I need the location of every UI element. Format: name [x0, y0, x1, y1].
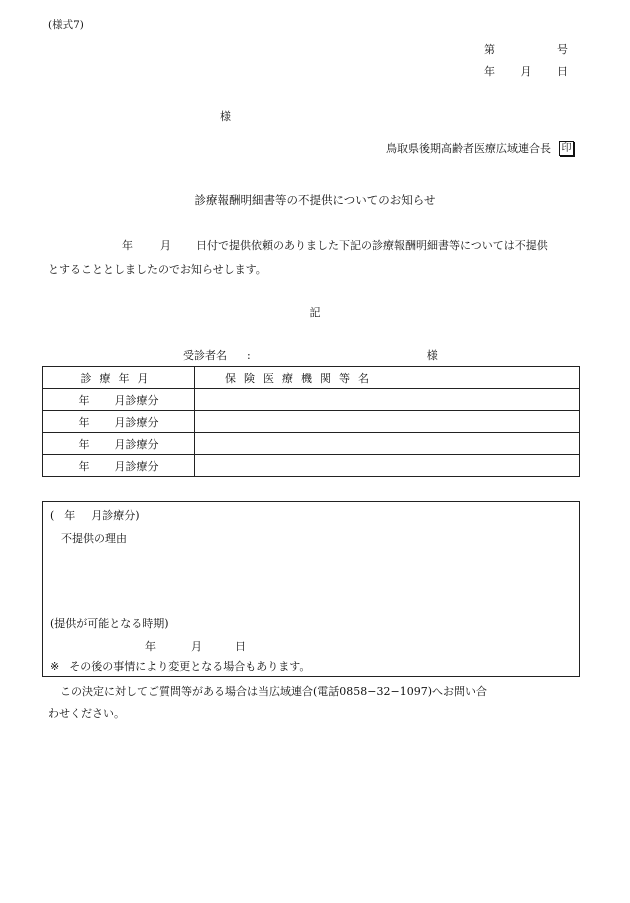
reason-head-open: ( — [50, 509, 55, 522]
change-note — [50, 661, 310, 672]
document-number — [484, 44, 568, 55]
patient-colon: : — [247, 349, 251, 362]
table-header-row — [43, 367, 580, 389]
body-year: 年 — [122, 239, 133, 252]
cell-month — [43, 389, 195, 411]
doc-number-suffix: 号 — [557, 43, 568, 56]
reason-box-heading — [50, 510, 140, 521]
body-line-2: とすることとしましたのでお知らせします。 — [48, 263, 267, 276]
form-number: (様式7) — [48, 19, 84, 31]
doc-date-day: 日 — [557, 65, 568, 78]
cell-month — [43, 411, 195, 433]
sender — [386, 141, 574, 156]
table-row — [43, 411, 580, 433]
header-institution: 保険医療機関等名 — [195, 367, 580, 389]
reason-head-month: 月診療分) — [91, 509, 140, 522]
inquiry-line-1: この決定に対してご質問等がある場合は当広域連合(電話0858−32−1097)へお問い合 — [60, 685, 487, 698]
cell-month — [43, 433, 195, 455]
reason-box — [42, 501, 580, 677]
cell-year: 年 — [78, 437, 90, 451]
patient-suffix: 様 — [426, 349, 438, 362]
body-line-1 — [122, 240, 548, 251]
period-date — [145, 641, 246, 652]
seal-stamp: 印 — [559, 141, 574, 156]
doc-date-month: 月 — [520, 65, 532, 78]
body-line-1-text: 日付で提供依頼のありました下記の診療報酬明細書等については不提供 — [196, 239, 548, 252]
records-table — [42, 366, 580, 477]
cell-institution — [195, 455, 580, 477]
note-text: その後の事情により変更となる場合もあります。 — [69, 660, 311, 673]
cell-month-label: 月診療分 — [114, 437, 159, 451]
cell-year: 年 — [78, 393, 90, 407]
sender-name: 鳥取県後期高齢者医療広域連合長 — [386, 142, 551, 155]
ki-heading: 記 — [309, 306, 321, 319]
period-label: (提供が可能となる時期) — [50, 617, 169, 630]
cell-month-label: 月診療分 — [114, 415, 159, 429]
cell-institution — [195, 433, 580, 455]
period-day: 日 — [235, 640, 246, 653]
period-month: 月 — [191, 640, 202, 653]
table-row — [43, 433, 580, 455]
document-title: 診療報酬明細書等の不提供についてのお知らせ — [194, 193, 436, 207]
table-row — [43, 389, 580, 411]
inquiry-line-2: わせください。 — [48, 707, 125, 720]
document-date — [484, 66, 568, 77]
patient-name-line — [183, 350, 438, 361]
cell-year: 年 — [78, 415, 90, 429]
cell-institution — [195, 411, 580, 433]
note-mark: ※ — [50, 660, 60, 673]
cell-month-label: 月診療分 — [114, 459, 159, 473]
doc-number-prefix: 第 — [484, 43, 495, 56]
period-year: 年 — [145, 640, 156, 653]
reason-label: 不提供の理由 — [61, 532, 127, 545]
header-treatment-month: 診療年月 — [43, 367, 195, 389]
doc-date-year: 年 — [484, 65, 495, 78]
cell-year: 年 — [78, 459, 90, 473]
cell-institution — [195, 389, 580, 411]
reason-head-year: 年 — [64, 509, 76, 522]
table-row — [43, 455, 580, 477]
cell-month — [43, 455, 195, 477]
patient-label: 受診者名 — [183, 349, 227, 362]
cell-month-label: 月診療分 — [114, 393, 159, 407]
addressee-suffix: 様 — [220, 110, 231, 123]
body-month: 月 — [160, 239, 171, 252]
